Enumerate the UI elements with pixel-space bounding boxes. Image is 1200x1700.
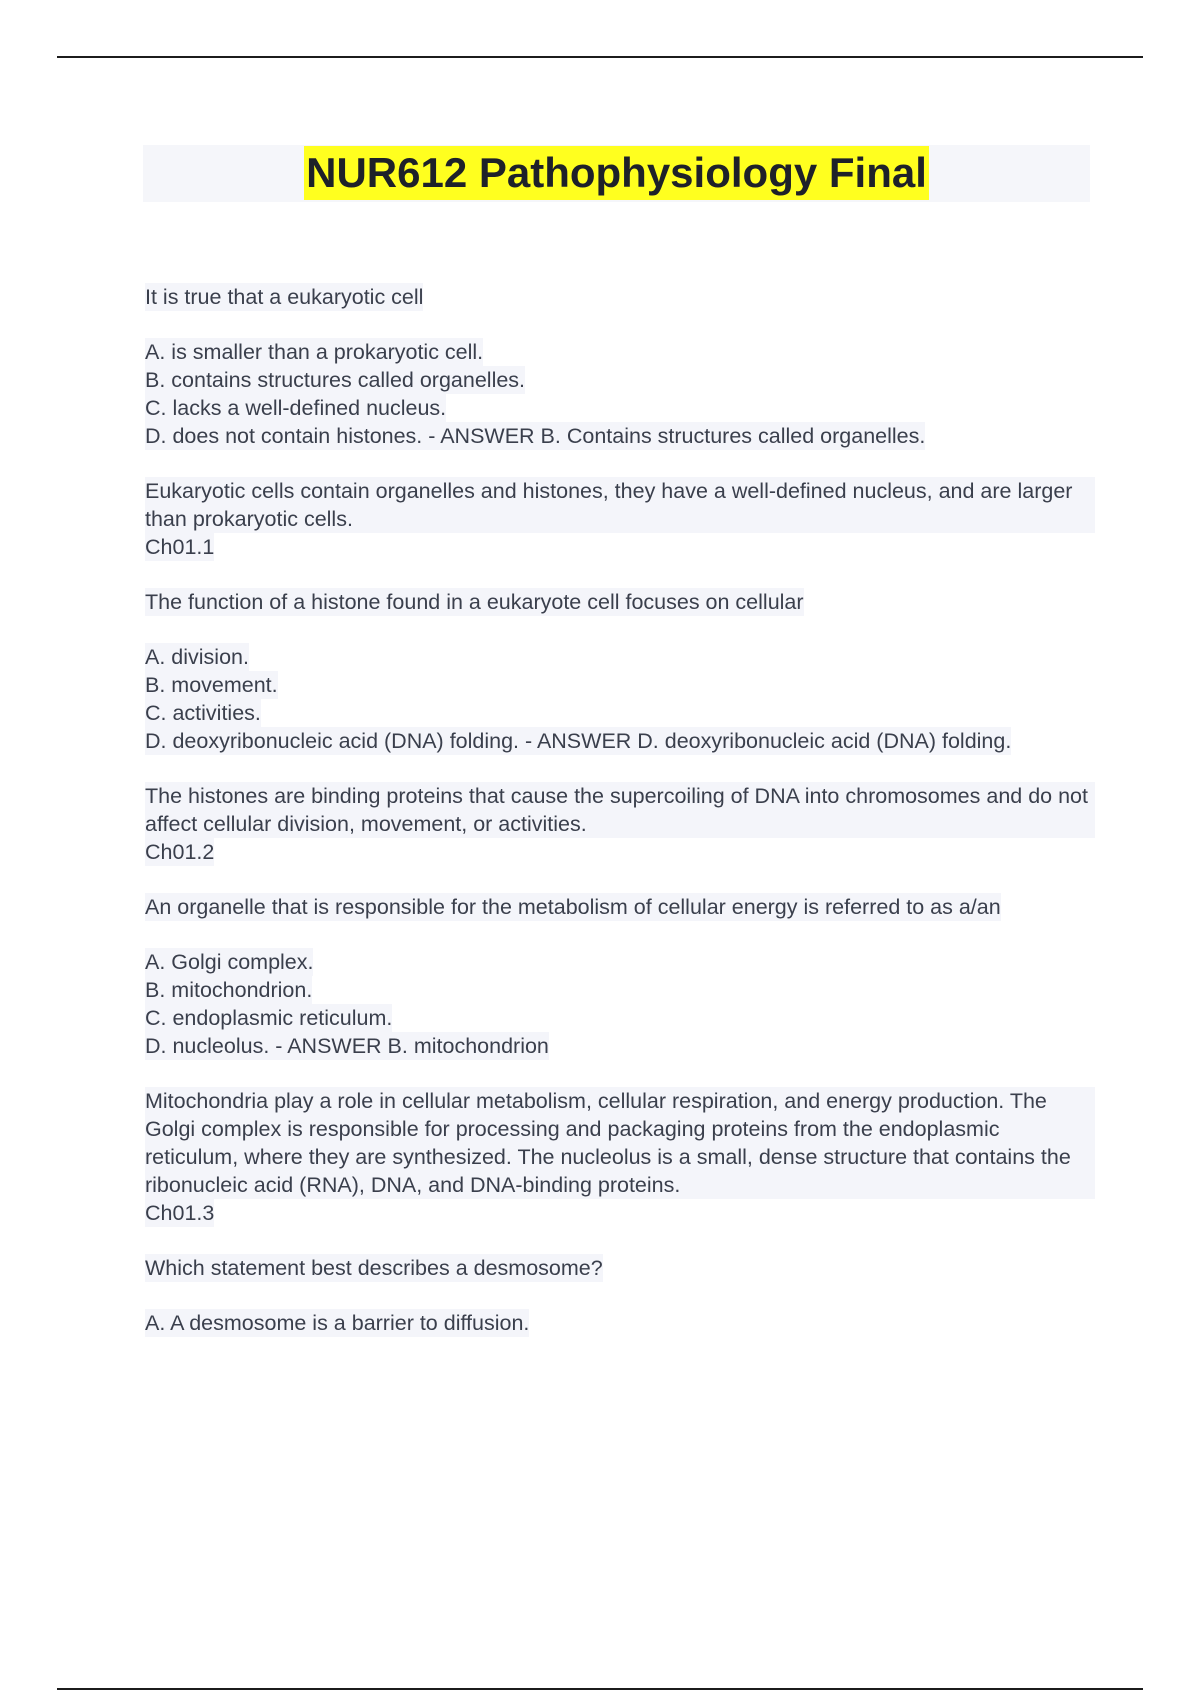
option-item-with-answer: D. does not contain histones. - ANSWER B. Contains structures called organelles. bbox=[145, 424, 926, 448]
option-item: A. is smaller than a prokaryotic cell. bbox=[145, 340, 484, 364]
option-item: C. activities. bbox=[145, 701, 261, 725]
rationale-text: Mitochondria play a role in cellular metabolism, cellular respiration, and energy production. The Golgi complex is responsible for processing and packaging proteins from the endoplasmic reticulum, where they are synthesized. The nucleolus is a small, dense structure that contains the ribonucleic acid (RNA), DNA, and DNA-binding proteins. bbox=[145, 1087, 1095, 1199]
option-item: C. lacks a well-defined nucleus. bbox=[145, 396, 447, 420]
question-stem: Which statement best describes a desmosome? bbox=[145, 1256, 603, 1280]
document-body bbox=[145, 283, 1095, 1364]
options-block bbox=[145, 338, 1095, 450]
option-item: B. contains structures called organelles. bbox=[145, 368, 526, 392]
option-item: B. movement. bbox=[145, 673, 278, 697]
chapter-ref: Ch01.1 bbox=[145, 535, 215, 559]
chapter-ref: Ch01.3 bbox=[145, 1201, 215, 1225]
option-item: C. endoplasmic reticulum. bbox=[145, 1006, 393, 1030]
question-stem: The function of a histone found in a eukaryote cell focuses on cellular bbox=[145, 590, 804, 614]
question-stem: It is true that a eukaryotic cell bbox=[145, 285, 424, 309]
rationale-block bbox=[145, 477, 1095, 561]
question-stem-block bbox=[145, 1254, 1095, 1282]
option-item: B. mitochondrion. bbox=[145, 978, 313, 1002]
bottom-rule bbox=[57, 1688, 1143, 1690]
question-stem-block bbox=[145, 283, 1095, 311]
options-block bbox=[145, 948, 1095, 1060]
top-rule bbox=[57, 56, 1143, 58]
title-band bbox=[143, 145, 1090, 202]
chapter-ref: Ch01.2 bbox=[145, 840, 215, 864]
rationale-text: Eukaryotic cells contain organelles and histones, they have a well-defined nucleus, and are larger than prokaryotic cells. bbox=[145, 477, 1095, 533]
rationale-block bbox=[145, 1087, 1095, 1227]
option-item: A. Golgi complex. bbox=[145, 950, 314, 974]
option-item-with-answer: D. nucleolus. - ANSWER B. mitochondrion bbox=[145, 1034, 549, 1058]
question-stem-block bbox=[145, 588, 1095, 616]
rationale-block bbox=[145, 782, 1095, 866]
option-item: A. A desmosome is a barrier to diffusion. bbox=[145, 1311, 530, 1335]
question-stem-block bbox=[145, 893, 1095, 921]
question-stem: An organelle that is responsible for the metabolism of cellular energy is referred to as a/an bbox=[145, 895, 1001, 919]
options-block bbox=[145, 1309, 1095, 1337]
options-block bbox=[145, 643, 1095, 755]
rationale-text: The histones are binding proteins that cause the supercoiling of DNA into chromosomes and do not affect cellular division, movement, or activities. bbox=[145, 782, 1095, 838]
document-title: NUR612 Pathophysiology Final bbox=[304, 146, 929, 200]
option-item-with-answer: D. deoxyribonucleic acid (DNA) folding. - ANSWER D. deoxyribonucleic acid (DNA) folding. bbox=[145, 729, 1012, 753]
option-item: A. division. bbox=[145, 645, 249, 669]
